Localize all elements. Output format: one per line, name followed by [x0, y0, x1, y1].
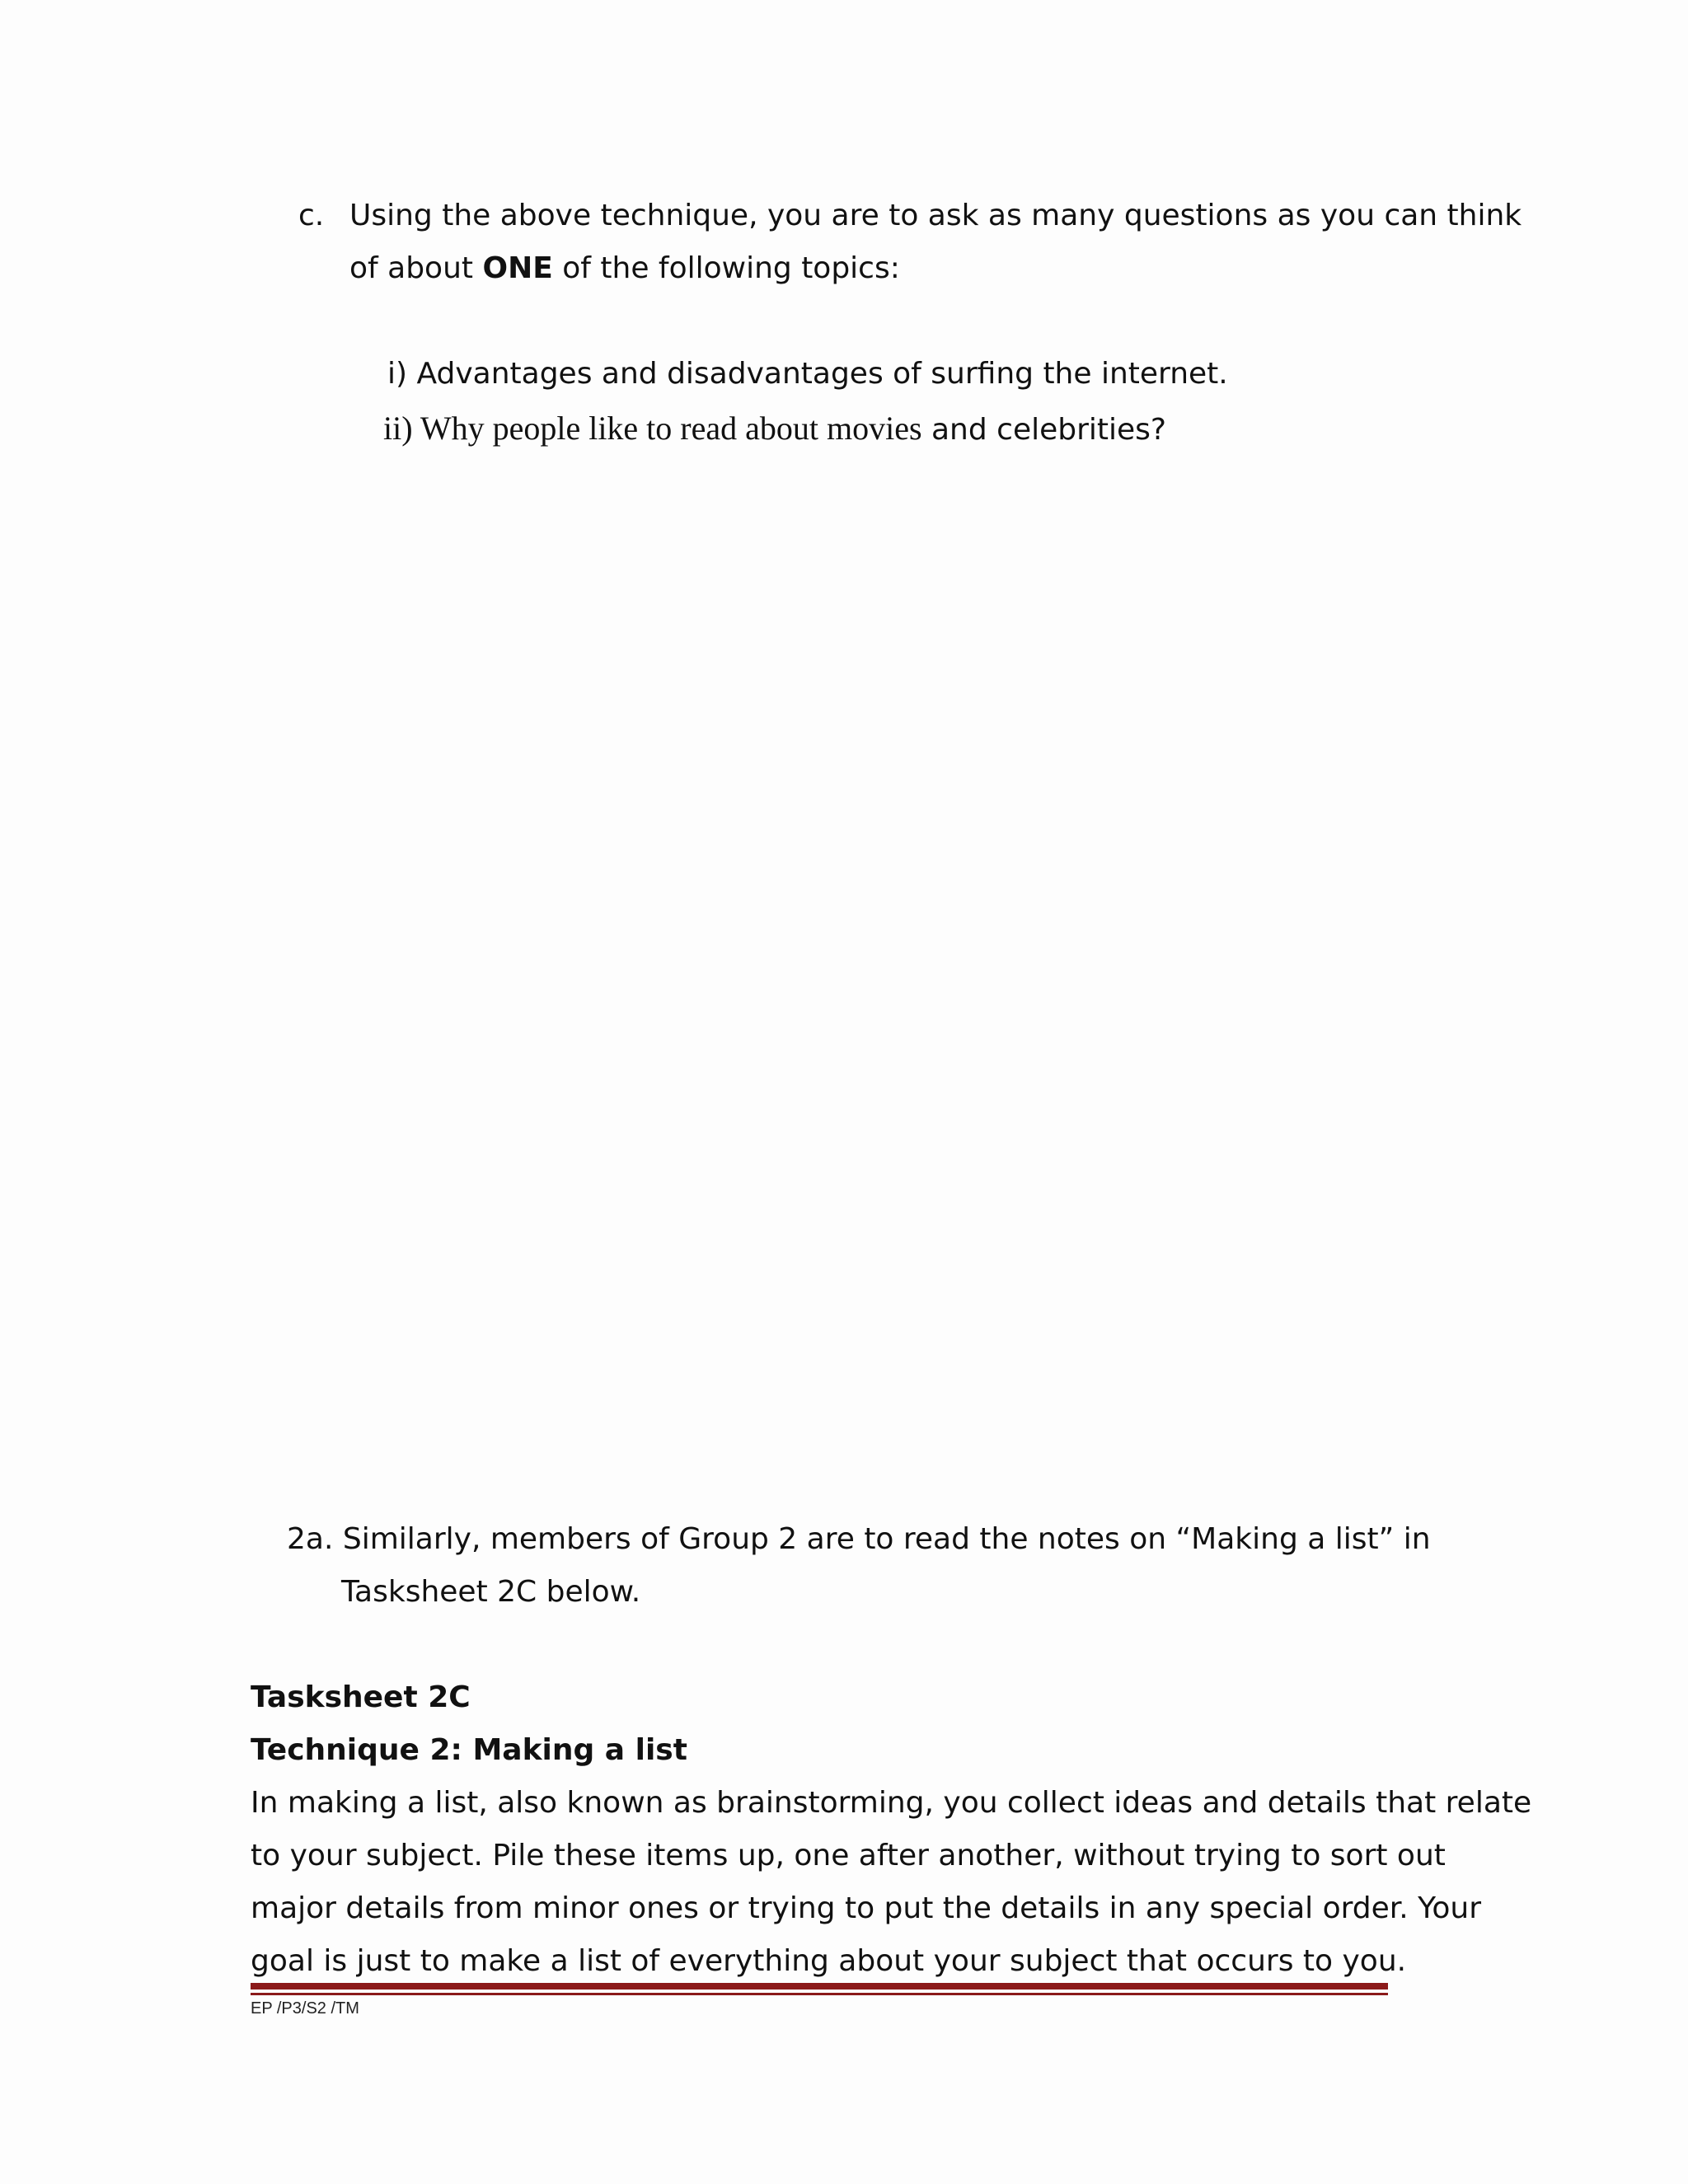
paragraph-line: In making a list, also known as brainstorming, you collect ideas and details that relate — [251, 1786, 1532, 1820]
footer-document-code: EP /P3/S2 /TM — [251, 1999, 359, 2018]
item-c-line2-suffix: of the following topics: — [552, 251, 900, 285]
topic-item-2 — [383, 409, 1166, 450]
topic-item-1: i) Advantages and disadvantages of surfing the internet. — [387, 357, 1228, 391]
footer-divider-thick — [251, 1983, 1388, 1990]
item-2a-line-2: Tasksheet 2C below. — [341, 1575, 641, 1609]
topic-2-serif-part: ii) Why people like to read about movies — [383, 410, 922, 447]
item-c-instruction-line-1: Using the above technique, you are to ask as many questions as you can think — [349, 199, 1522, 232]
technique-heading: Technique 2: Making a list — [251, 1733, 687, 1767]
item-c-instruction-line-2 — [349, 249, 900, 288]
item-c-line2-prefix: of about — [349, 251, 483, 285]
footer-divider-thin — [251, 1993, 1388, 1995]
list-marker-c: c. — [298, 199, 325, 232]
paragraph-line: goal is just to make a list of everything about your subject that occurs to you. — [251, 1944, 1407, 1978]
paragraph-line: to your subject. Pile these items up, one after another, without trying to sort out — [251, 1839, 1446, 1872]
item-2a-line-1: 2a. Similarly, members of Group 2 are to read the notes on “Making a list” in — [287, 1522, 1431, 1556]
emphasis-one: ONE — [482, 251, 553, 285]
tasksheet-heading: Tasksheet 2C — [251, 1680, 471, 1714]
paragraph-line: major details from minor ones or trying to put the details in any special order. Your — [251, 1891, 1482, 1925]
topic-2-sans-part: and celebrities? — [921, 413, 1167, 447]
